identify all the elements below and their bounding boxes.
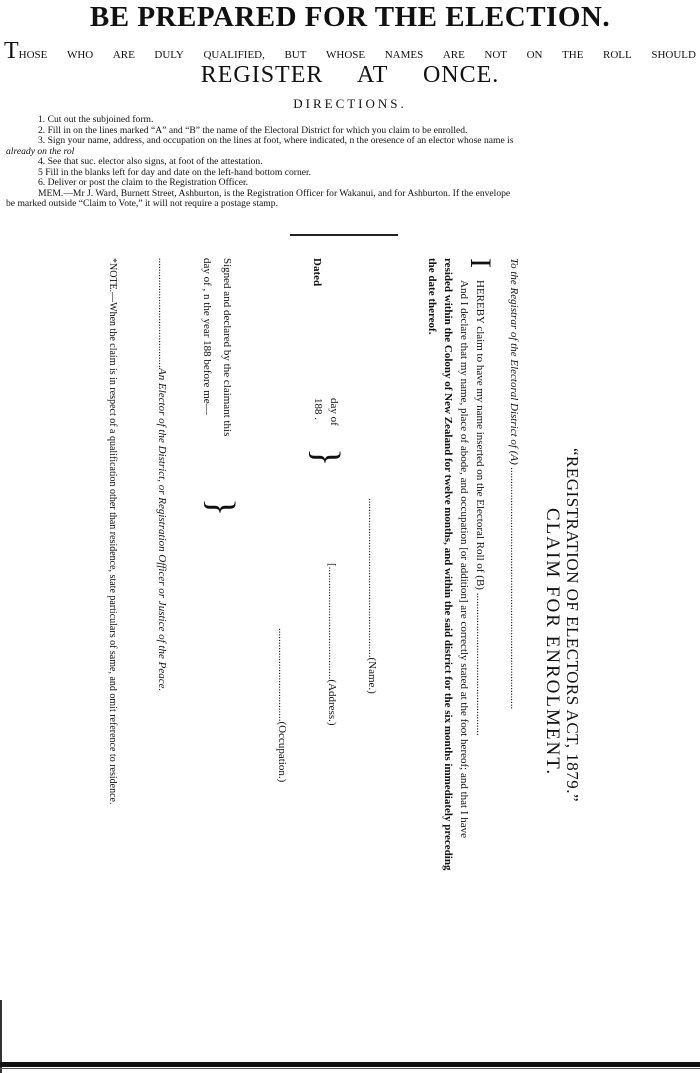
subhead-word: ON	[526, 49, 543, 61]
bottom-rule-thin	[0, 1068, 700, 1069]
memo-line: be marked outside “Claim to Vote,” it will not require a postage stamp.	[6, 198, 278, 209]
day-year-line: day of , n the year 188 before me—	[201, 258, 213, 415]
subhead-word: ARE	[112, 49, 135, 61]
dated-label: Dated	[311, 258, 323, 287]
subhead-word: NOT	[484, 49, 507, 61]
subhead-word: ARE	[442, 49, 465, 61]
subhead-word: BUT	[284, 49, 307, 61]
subhead-word: DULY	[154, 49, 184, 61]
direction-item: 6. Deliver or post the claim to the Registration Officer.	[38, 177, 249, 188]
name-field[interactable]: ..........................................................(Name.)	[366, 498, 378, 694]
subhead-word: THE	[562, 49, 584, 61]
subhead-word: NAMES	[384, 49, 424, 61]
drop-cap: T	[4, 38, 19, 64]
direction-item: 4. See that suc. elector also signs, at foot of the attestation.	[38, 156, 263, 167]
claim-drop-cap: I	[464, 258, 497, 268]
elector-signature-line[interactable]: ........................................An Elector of the District, or Registration Officer or Justice of the Peace.	[156, 258, 168, 692]
bottom-rule	[0, 1062, 700, 1067]
direction-item: 3. Sign your name, address, and occupation on the lines at foot, where indicated, n the oresence of an elector whose name is	[38, 135, 514, 146]
form-claim-title: CLAIM FOR ENROLMENT.	[542, 508, 563, 777]
directions-title: DIRECTIONS.	[293, 96, 407, 111]
addressee-line: To the Registrar of the Electoral District of (A) ........................................................................................	[508, 258, 520, 710]
directions-list	[6, 115, 696, 210]
subhead-word: SHOULD	[651, 49, 696, 61]
address-field[interactable]: [.........................................(Address.)	[326, 563, 338, 726]
direction-item: 2. Fill in on the lines marked “A” and “B” the name of the Electoral District for which you claim to be enrolled.	[38, 124, 468, 136]
form-note: *NOTE.—When the claim is in respect of a qualification other than residence, state particulars of same, and omit reference to residence.	[107, 258, 118, 805]
day-of-label: day of	[328, 398, 340, 426]
divider-rule	[290, 234, 398, 236]
direction-item: 1. Cut out the subjoined form.	[38, 114, 154, 125]
signed-line: Signed and declared by the claimant this	[221, 258, 233, 437]
subhead-word: HOSE	[18, 49, 48, 61]
headline: BE PREPARED FOR THE ELECTION.	[89, 1, 611, 33]
memo-line: MEM.—Mr J. Ward, Burnett Street, Ashburton, is the Registration Officer for Wakanui, and for Ashburton. If the envelope	[38, 187, 511, 199]
form-act-title: “REGISTRATION OF ELECTORS ACT, 1879.”	[563, 448, 582, 803]
register-heading: REGISTER AT ONCE.	[200, 62, 500, 88]
claim-line: the date thereof.	[426, 258, 438, 335]
brace-icon: }	[305, 448, 347, 467]
subhead-word: WHOSE	[326, 49, 366, 61]
brace-icon: }	[200, 498, 242, 517]
subhead-word: ROLL	[603, 49, 632, 61]
claim-line: HEREBY claim to have my name inserted on the Electoral Roll of (B) ....................................................	[474, 280, 486, 736]
subhead-word: WHO	[66, 49, 94, 61]
claim-form	[80, 258, 580, 1038]
claim-line: And I declare that my name, place of abode, and occupation [or addition] are correctly stated at the foot hereof; and that I have	[458, 280, 470, 839]
year-label: 188 .	[312, 398, 324, 420]
direction-item: already on the rol	[6, 145, 75, 157]
claim-line: resided within the Colony of New Zealand for twelve months, and within the said district for the six months immediately preceding	[442, 258, 454, 871]
subhead-word: QUALIFIED,	[203, 49, 265, 61]
direction-item: 5 Fill in the blanks left for day and date on the left-hand bottom corner.	[38, 166, 312, 178]
occupation-field[interactable]: ..................................(Occupation.)	[276, 628, 288, 783]
